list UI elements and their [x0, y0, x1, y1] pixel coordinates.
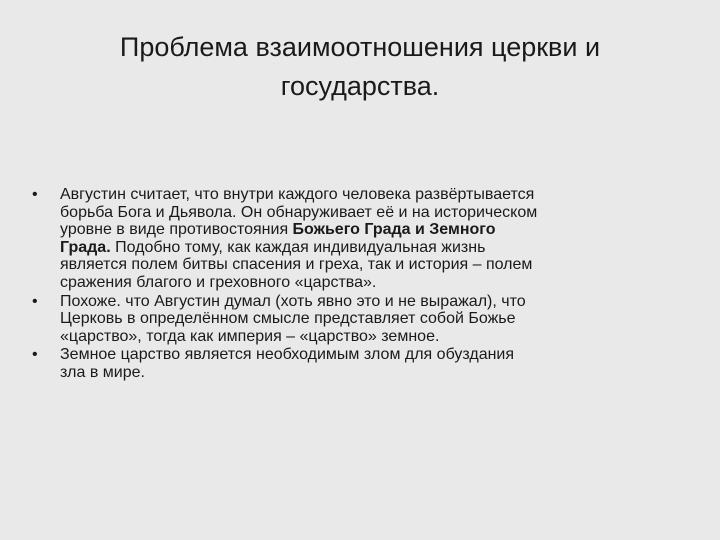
paragraph-1-line-3	[60, 221, 690, 239]
bullet-marker: •	[32, 186, 38, 203]
bullet-list	[30, 186, 690, 383]
paragraph-1-line-6: сражения благого и греховного «царства».	[60, 273, 377, 291]
paragraph-1-line-3-text: уровне в виде противостояния	[60, 221, 293, 239]
slide-title	[40, 28, 680, 106]
bullet-item-2	[30, 293, 690, 346]
bullet-item-1	[30, 186, 690, 292]
paragraph-1-emphasis-1: Божьего Града и Земного	[292, 221, 496, 239]
paragraph-2-line-1: Похоже. что Августин думал (хоть явно это и не выражал), что	[60, 292, 526, 310]
paragraph-1-emphasis-2: Града.	[60, 238, 111, 256]
paragraph-2-line-3: «царство», тогда как империя – «царство» земное.	[60, 327, 440, 345]
paragraph-1-line-4	[60, 239, 690, 257]
slide-title-line-2: государства.	[280, 71, 440, 101]
slide-title-line-1: Проблема взаимоотношения церкви и	[119, 32, 601, 62]
paragraph-3-line-1: Земное царство является необходимым злом для обуздания	[60, 346, 515, 364]
paragraph-1-line-4-text: Подобно тому, как каждая индивидуальная жизнь	[110, 238, 486, 256]
bullet-marker: •	[32, 346, 38, 364]
paragraph-2-line-2: Церковь в определённом смысле представляет собой Божье	[60, 310, 516, 328]
paragraph-1-line-5: является полем битвы спасения и греха, так и история – полем	[60, 256, 533, 274]
bullet-item-3	[30, 346, 690, 381]
bullet-marker: •	[32, 292, 38, 310]
paragraph-1-line-1: Августин считает, что внутри каждого человека развёртывается	[60, 186, 535, 203]
paragraph-1-line-2: борьба Бога и Дьявола. Он обнаруживает её и на историческом	[60, 203, 538, 221]
paragraph-3-line-2: зла в мире.	[60, 363, 145, 381]
